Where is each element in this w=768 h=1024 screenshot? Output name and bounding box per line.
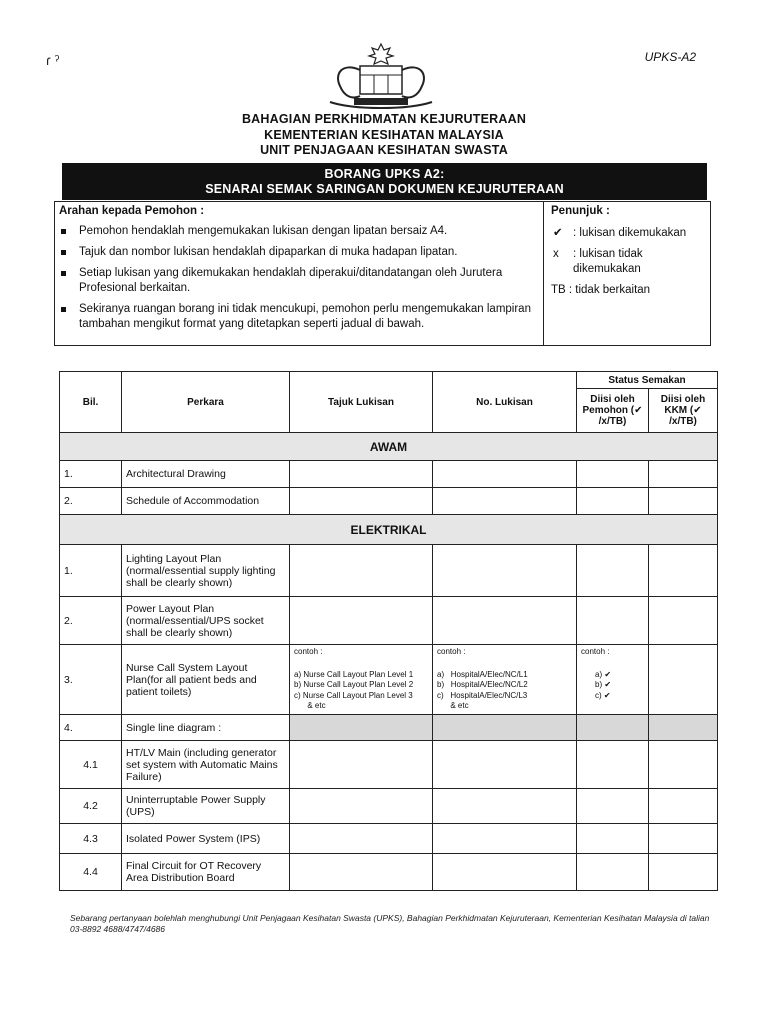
row-number: 3.: [60, 645, 122, 715]
col-header-status: Status Semakan: [577, 372, 718, 389]
kkm-cell[interactable]: [649, 645, 718, 715]
row-number: 2.: [60, 597, 122, 645]
shaded-cell: [433, 715, 577, 741]
row-item: Uninterruptable Power Supply (UPS): [122, 789, 290, 824]
no-examples: a) HospitalA/Elec/NC/L1 b) HospitalA/Elec/NC/L2 c) HospitalA/Elec/NC/L3 & etc: [437, 669, 528, 710]
pemohon-cell[interactable]: [577, 597, 649, 645]
row-item: Lighting Layout Plan (normal/essential supply lighting shall be clearly shown): [122, 545, 290, 597]
form-code: UPKS-A2: [644, 50, 696, 64]
row-item: HT/LV Main (including generator set system with Automatic Mains Failure): [122, 741, 290, 789]
instruction-item: Tajuk dan nombor lukisan hendaklah dipaparkan di muka hadapan lipatan.: [59, 245, 534, 260]
col-header-kkm: Diisi oleh KKM (✔ /x/TB): [649, 389, 718, 433]
row-number: 2.: [60, 488, 122, 515]
kkm-cell[interactable]: [649, 597, 718, 645]
no-cell[interactable]: [433, 789, 577, 824]
instruction-item: Pemohon hendaklah mengemukakan lukisan dengan lipatan bersaiz A4.: [59, 224, 534, 239]
kkm-cell[interactable]: [649, 545, 718, 597]
no-cell[interactable]: [433, 545, 577, 597]
tajuk-cell[interactable]: [290, 824, 433, 854]
check-icon: ✔: [553, 227, 563, 239]
checklist-table: [59, 371, 718, 891]
no-cell[interactable]: [433, 741, 577, 789]
instructions-divider: [543, 202, 544, 345]
shaded-cell: [649, 715, 718, 741]
col-header-pemohon: Diisi oleh Pemohon (✔ /x/TB): [577, 389, 649, 433]
row-item: Architectural Drawing: [122, 461, 290, 488]
legend: [551, 226, 711, 304]
bullet-icon: [61, 250, 66, 255]
row-item: Final Circuit for OT Recovery Area Distribution Board: [122, 854, 290, 891]
bullet-icon: [61, 229, 66, 234]
pemohon-cell[interactable]: [577, 545, 649, 597]
tajuk-cell[interactable]: [290, 461, 433, 488]
tajuk-cell[interactable]: [290, 741, 433, 789]
row-number: 1.: [60, 545, 122, 597]
kkm-cell[interactable]: [649, 461, 718, 488]
bullet-icon: [61, 271, 66, 276]
tajuk-examples: a) Nurse Call Layout Plan Level 1 b) Nurse Call Layout Plan Level 2 c) Nurse Call Layout Plan Level 3 & etc: [294, 669, 414, 710]
row-number: 4.3: [60, 824, 122, 854]
row-item: Power Layout Plan (normal/essential/UPS socket shall be clearly shown): [122, 597, 290, 645]
status-example-cell[interactable]: [577, 645, 649, 715]
table-row: [60, 645, 718, 715]
row-number: 4.1: [60, 741, 122, 789]
col-header-no: No. Lukisan: [433, 372, 577, 433]
instruction-item: Setiap lukisan yang dikemukakan hendaklah diperakui/ditandatangan oleh Jurutera Profesional berkaitan.: [59, 266, 534, 296]
pemohon-cell[interactable]: [577, 854, 649, 891]
no-cell[interactable]: [433, 488, 577, 515]
shaded-cell: [290, 715, 433, 741]
pemohon-cell[interactable]: [577, 824, 649, 854]
table-row: [60, 461, 718, 488]
table-row: [60, 824, 718, 854]
form-title-line-2: SENARAI SEMAK SARINGAN DOKUMEN KEJURUTERAAN: [205, 182, 564, 196]
pemohon-cell[interactable]: [577, 461, 649, 488]
table-row: [60, 854, 718, 891]
x-icon: x: [553, 248, 559, 260]
pemohon-cell[interactable]: [577, 741, 649, 789]
pemohon-cell[interactable]: [577, 789, 649, 824]
no-example-cell[interactable]: [433, 645, 577, 715]
tajuk-cell[interactable]: [290, 488, 433, 515]
legend-x-row: x : lukisan tidak dikemukakan: [553, 248, 643, 275]
tajuk-cell[interactable]: [290, 854, 433, 891]
shaded-cell: [577, 715, 649, 741]
kkm-cell[interactable]: [649, 854, 718, 891]
instructions-box: [54, 201, 711, 346]
instruction-item: Sekiranya ruangan borang ini tidak mencukupi, pemohon perlu mengemukakan lampiran tambahan mengikut format yang ditetapkan seperti jadual di bawah.: [59, 302, 534, 332]
tajuk-example-cell[interactable]: [290, 645, 433, 715]
table-row: [60, 488, 718, 515]
legend-heading: Penunjuk :: [551, 205, 610, 217]
no-cell[interactable]: [433, 597, 577, 645]
status-examples: a) ✔ b) ✔ c) ✔: [595, 669, 612, 700]
form-title-banner: [62, 163, 707, 200]
row-number: 4.2: [60, 789, 122, 824]
tajuk-cell[interactable]: [290, 545, 433, 597]
coat-of-arms-emblem: [324, 40, 438, 110]
table-row: [60, 789, 718, 824]
col-header-bil: Bil.: [60, 372, 122, 433]
row-number: 4.: [60, 715, 122, 741]
example-label: contoh :: [581, 647, 610, 656]
form-title-line-1: BORANG UPKS A2:: [324, 167, 445, 181]
legend-tb-row: TB : tidak berkaitan: [551, 284, 651, 296]
table-row: [60, 741, 718, 789]
row-item: Schedule of Accommodation: [122, 488, 290, 515]
kkm-cell[interactable]: [649, 789, 718, 824]
footer-contact-note: Sebarang pertanyaan bolehlah menghubungi Unit Penjagaan Kesihatan Swasta (UPKS), Bahagian Perkhidmatan Kejuruteraan, Kementerian Kesihatan Malaysia di talian 03-8892 4688/4747/4686: [70, 913, 710, 934]
section-awam: AWAM: [60, 433, 718, 461]
no-cell[interactable]: [433, 824, 577, 854]
table-row: [60, 597, 718, 645]
tajuk-cell[interactable]: [290, 789, 433, 824]
example-label: contoh :: [437, 647, 466, 656]
scan-mark: ɾ ˀ: [46, 52, 60, 68]
col-header-tajuk: Tajuk Lukisan: [290, 372, 433, 433]
row-number: 1.: [60, 461, 122, 488]
header-line-1: BAHAGIAN PERKHIDMATAN KEJURUTERAAN: [241, 112, 527, 126]
department-header: [0, 112, 768, 159]
kkm-cell[interactable]: [649, 741, 718, 789]
no-cell[interactable]: [433, 854, 577, 891]
row-number: 4.4: [60, 854, 122, 891]
row-item: Isolated Power System (IPS): [122, 824, 290, 854]
row-item: Nurse Call System Layout Plan(for all patient beds and patient toilets): [122, 645, 290, 715]
legend-check-row: ✔ : lukisan dikemukakan: [553, 227, 687, 239]
bullet-icon: [61, 307, 66, 312]
no-cell[interactable]: [433, 461, 577, 488]
instructions-list: [59, 224, 534, 338]
col-header-perkara: Perkara: [122, 372, 290, 433]
kkm-cell[interactable]: [649, 824, 718, 854]
example-label: contoh :: [294, 647, 323, 656]
table-row: [60, 545, 718, 597]
kkm-cell[interactable]: [649, 488, 718, 515]
table-row: [60, 715, 718, 741]
header-line-2: KEMENTERIAN KESIHATAN MALAYSIA: [264, 127, 504, 142]
pemohon-cell[interactable]: [577, 488, 649, 515]
instructions-heading: Arahan kepada Pemohon :: [59, 205, 205, 217]
tajuk-cell[interactable]: [290, 597, 433, 645]
row-item: Single line diagram :: [122, 715, 290, 741]
header-line-3: UNIT PENJAGAAN KESIHATAN SWASTA: [260, 143, 508, 157]
section-elektrikal: ELEKTRIKAL: [60, 515, 718, 545]
